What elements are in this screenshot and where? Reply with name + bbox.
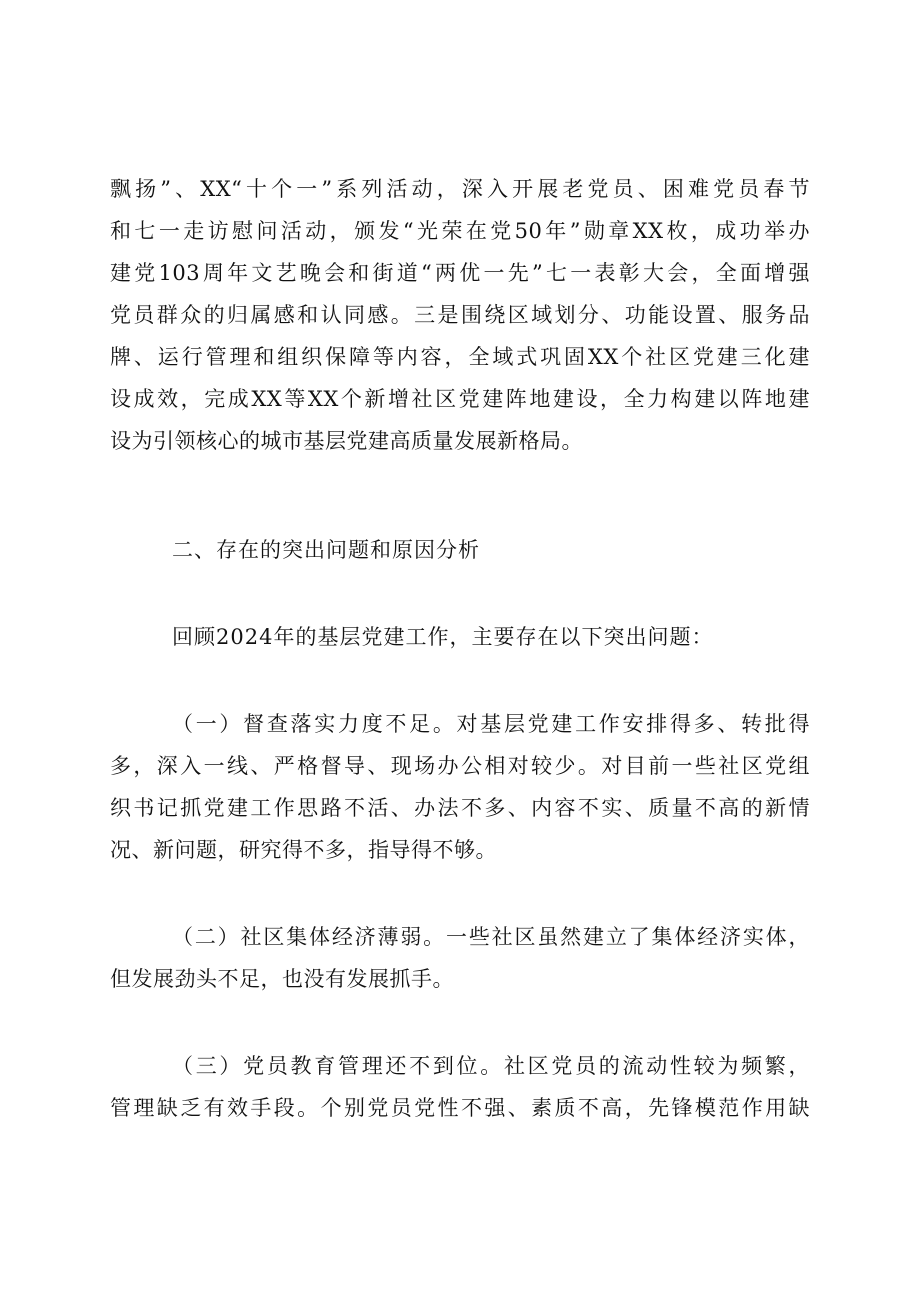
- item3-line: 管理缺乏有效手段。个别党员党性不强、素质不高，先锋模范作用缺: [110, 1096, 810, 1120]
- intro-paragraph: 回顾2024年的基层党建工作，主要存在以下突出问题：: [172, 625, 714, 649]
- item2-line: 但发展劲头不足，也没有发展抓手。: [110, 967, 454, 991]
- item1-line: 多，深入一线、严格督导、现场办公相对较少。对目前一些社区党组: [110, 754, 810, 778]
- item1-line: 况、新问题，研究得不多，指导得不够。: [110, 838, 497, 862]
- paragraph-line: 设为引领核心的城市基层党建高质量发展新格局。: [110, 429, 583, 453]
- section-heading: 二、存在的突出问题和原因分析: [172, 538, 480, 562]
- paragraph-line: 建党103周年文艺晚会和街道“两优一先”七一表彰大会，全面增强: [110, 261, 810, 285]
- item1-line: （一）督查落实力度不足。对基层党建工作安排得多、转批得: [172, 712, 810, 736]
- paragraph-line: 党员群众的归属感和认同感。三是围绕区域划分、功能设置、服务品: [110, 303, 810, 327]
- item2-line: （二）社区集体经济薄弱。一些社区虽然建立了集体经济实体，: [172, 925, 810, 949]
- paragraph-line: 和七一走访慰问活动，颁发“光荣在党50年”勋章XX枚，成功举办: [110, 219, 810, 243]
- item3-line: （三）党员教育管理还不到位。社区党员的流动性较为频繁，: [172, 1054, 810, 1078]
- item1-line: 织书记抓党建工作思路不活、办法不多、内容不实、质量不高的新情: [110, 796, 810, 820]
- paragraph-line: 牌、运行管理和组织保障等内容，全域式巩固XX个社区党建三化建: [110, 345, 810, 369]
- paragraph-line: 飘扬”、XX“十个一”系列活动，深入开展老党员、困难党员春节: [110, 177, 810, 201]
- paragraph-line: 设成效，完成XX等XX个新增社区党建阵地建设，全力构建以阵地建: [110, 387, 810, 411]
